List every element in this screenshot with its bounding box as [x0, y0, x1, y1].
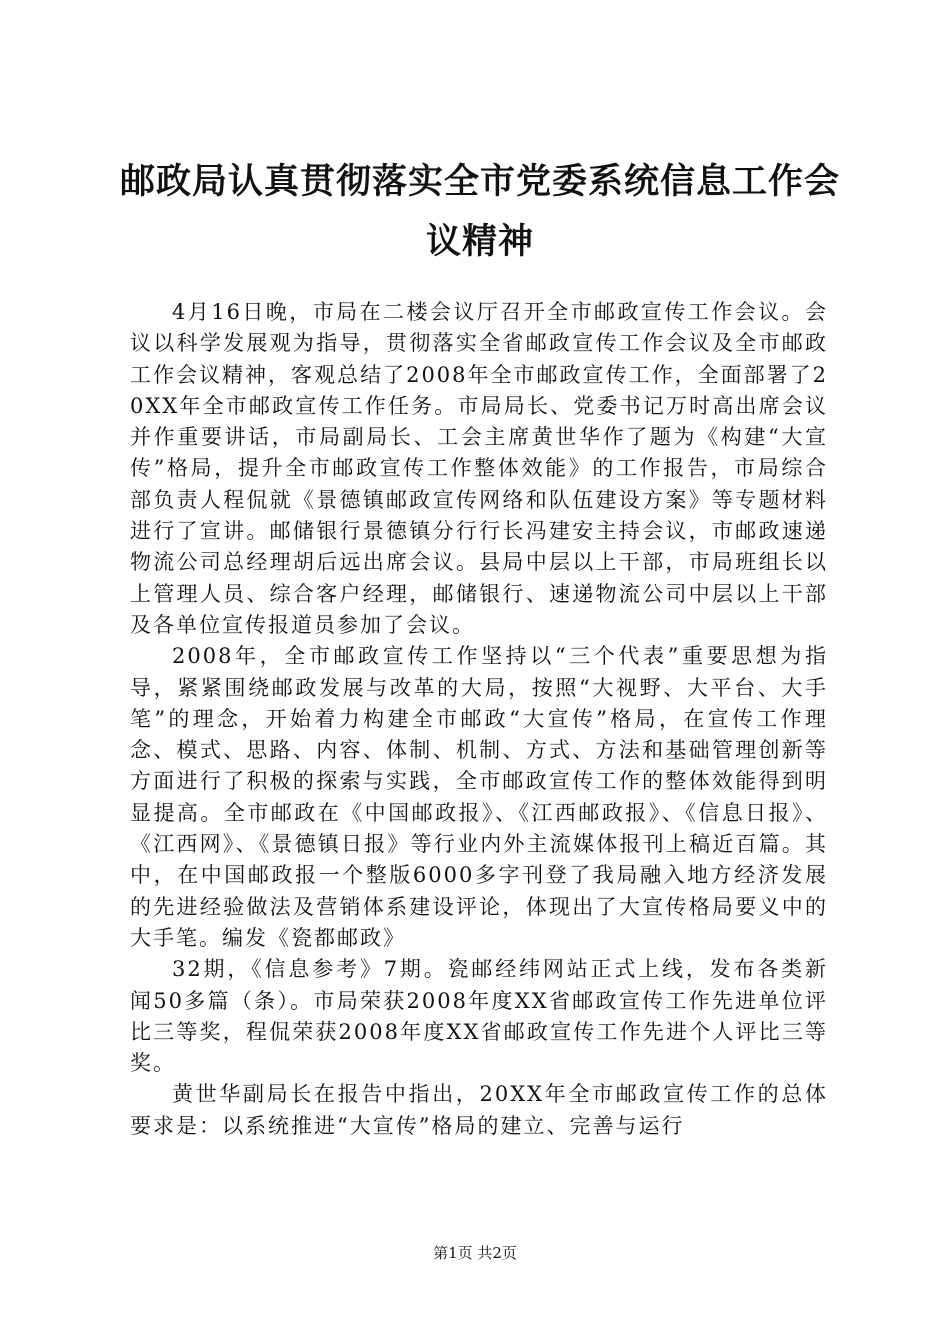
paragraph-4: 黄世华副局长在报告中指出，20XX年全市邮政宣传工作的总体要求是：以系统推进“大宣传”格局的建立、完善与运行 [130, 1082, 828, 1138]
document-title-line-1: 邮政局认真贯彻落实全市党委系统信息工作会 [120, 162, 841, 202]
paragraph-2: 2008年，全市邮政宣传工作坚持以“三个代表”重要思想为指导，紧紧围绕邮政发展与改革的大局，按照“大视野、大平台、大手笔”的理念，开始着力构建全市邮政“大宣传”格局，在宣传工作理念、模式、思路、内容、体制、机制、方式、方法和基础管理创新等方面进行了积极的探索与实践，全市邮政宣传工作的整体效能得到明显提高。全市邮政在《中国邮政报》、《江西邮政报》、《信息日报》、《江西网》、《景德镇日报》等行业内外主流媒体报刊上稿近百篇。其中，在中国邮政报一个整版6000多字刊登了我局融入地方经济发展的先进经验做法及营销体系建设评论，体现出了大宣传格局要义中的大手笔。编发《瓷都邮政》 [130, 644, 828, 950]
document-body [130, 297, 828, 1142]
paragraph-3: 32期，《信息参考》7期。瓷邮经纬网站正式上线，发布各类新闻50多篇（条）。市局荣获2008年度XX省邮政宣传工作先进单位评比三等奖，程侃荣获2008年度XX省邮政宣传工作先进个人评比三等奖。 [130, 957, 828, 1076]
page-footer: 第1页 共2页 [433, 1244, 517, 1262]
document-title-line-2: 议精神 [425, 222, 534, 262]
paragraph-1: 4月16日晚，市局在二楼会议厅召开全市邮政宣传工作会议。会议以科学发展观为指导，贯彻落实全省邮政宣传工作会议及全市邮政工作会议精神，客观总结了2008年全市邮政宣传工作，全面部署了20XX年全市邮政宣传工作任务。市局局长、党委书记万时高出席会议并作重要讲话，市局副局长、工会主席黄世华作了题为《构建“大宣传”格局，提升全市邮政宣传工作整体效能》的工作报告，市局综合部负责人程侃就《景德镇邮政宣传网络和队伍建设方案》等专题材料进行了宣讲。邮储银行景德镇分行行长冯建安主持会议，市邮政速递物流公司总经理胡后远出席会议。县局中层以上干部，市局班组长以上管理人员、综合客户经理，邮储银行、速递物流公司中层以上干部及各单位宣传报道员参加了会议。 [130, 300, 828, 637]
